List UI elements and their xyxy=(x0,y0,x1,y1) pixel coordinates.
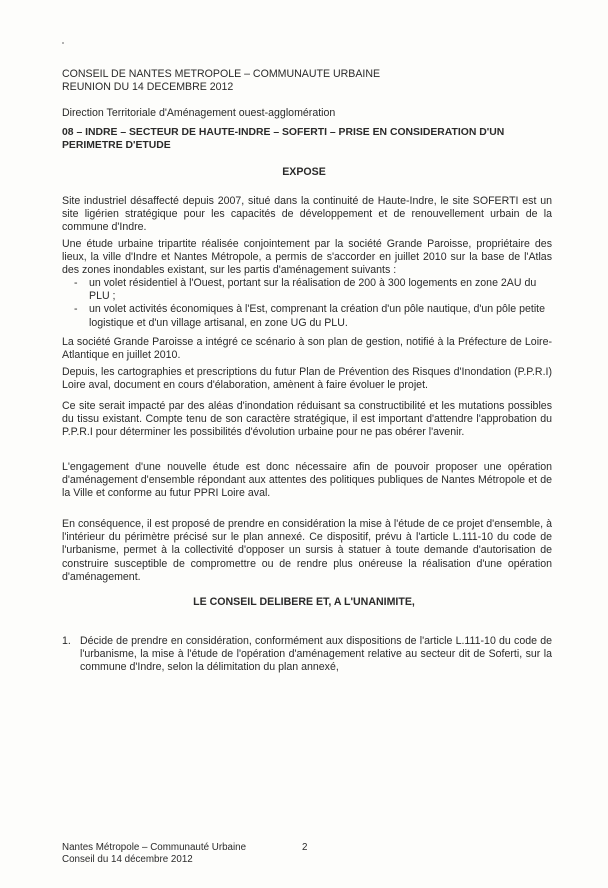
decision-item-number: 1. xyxy=(62,635,71,647)
paragraph-consequence: En conséquence, il est proposé de prendre en considération la mise à l'étude de ce projet d'ensemble, à l'intérieur du périmètre précisé sur le plan annexé. Ce dispositif, prévu à l'article L.111-10 du code de l'urbanisme, permet à la collectivité d'opposer un sursis à statuer à toute demande d'autorisation de construire susceptible de compromettre ou de rendre plus onéreuse la réalisation d'une opération d'aménagement. xyxy=(62,518,552,583)
decision-heading: LE CONSEIL DELIBERE ET, A L'UNANIMITE, xyxy=(193,596,415,608)
decision-item-text: Décide de prendre en considération, conformément aux dispositions de l'article L.111-10 du code de l'urbanisme, la mise à l'étude de l'opération d'aménagement relative au secteur dit de Soferti, sur la commune d'Indre, selon la délimitation du plan annexé, xyxy=(80,635,552,674)
decision-item xyxy=(62,635,552,675)
paragraph-flood-prevention: Depuis, les cartographies et prescriptions du futur Plan de Prévention des Risques d'Inondation (P.P.R.I) Loire aval, document en cours d'élaboration, amènent à faire évoluer le projet. xyxy=(62,366,552,392)
footer-council-date: Conseil du 14 décembre 2012 xyxy=(62,853,193,865)
bullet-text: un volet résidentiel à l'Ouest, portant sur la réalisation de 200 à 300 logements en zone 2AU du PLU ; xyxy=(89,277,537,303)
page-number: 2 xyxy=(302,842,308,853)
footer-organisation: Nantes Métropole – Communauté Urbaine xyxy=(62,842,247,853)
list-item xyxy=(62,303,552,329)
bullet-text: un volet activités économiques à l'Est, comprenant la création d'un pôle nautique, d'un pôle petite logistique et d'un village artisanal, en zone UG du PLU. xyxy=(89,303,546,329)
paragraph-new-study: L'engagement d'une nouvelle étude est donc nécessaire afin de pouvoir proposer une opération d'aménagement d'ensemble répondant aux attentes des politiques publiques de Nantes Métropole et de la Ville et conforme au futur PPRI Loire aval. xyxy=(62,461,552,500)
bullet-dash: - xyxy=(74,303,78,316)
bullet-dash: - xyxy=(74,277,78,289)
paragraph-flood-impact: Ce site serait impacté par des aléas d'inondation réduisant sa constructibilité et les mutations possibles du tissu existant. Compte tenu de son caractère stratégique, il est important d'attendre l'approbation du P.P.R.I pour déterminer les possibilités d'évolution urbaine pour ne pas obérer l'avenir. xyxy=(62,400,552,439)
deliberation-title: 08 – INDRE – SECTEUR DE HAUTE-INDRE – SOFERTI – PRISE EN CONSIDERATION D'UN PERIMETRE D'ETUDE xyxy=(62,127,505,152)
list-item xyxy=(62,277,552,303)
expose-heading: EXPOSE xyxy=(282,166,326,178)
development-options-list xyxy=(62,277,552,330)
document-header xyxy=(62,68,542,94)
paragraph-urban-study: Une étude urbaine tripartite réalisée conjointement par la société Grande Paroisse, propriétaire des lieux, la ville d'Indre et Nantes Métropole, a permis de s'accorder en juillet 2010 sur la base de l'Atlas des zones inondables existant, sur les partis d'aménagement suivants : xyxy=(62,238,552,277)
paragraph-management-plan: La société Grande Paroisse a intégré ce scénario à son plan de gestion, notifié à la Préfecture de Loire-Atlantique en juillet 2010. xyxy=(62,336,552,362)
scan-speck xyxy=(62,42,64,44)
paragraph-site-context: Site industriel désaffecté depuis 2007, situé dans la continuité de Haute-Indre, le site SOFERTI est un site ligérien stratégique pour les capacités de développement et de renouvellement urbain de la commune d'Indre. xyxy=(62,195,552,234)
page-footer xyxy=(62,842,282,865)
direction-line: Direction Territoriale d'Aménagement ouest-agglomération xyxy=(62,107,336,119)
header-meeting-date: REUNION DU 14 DECEMBRE 2012 xyxy=(62,81,234,94)
header-council-line: CONSEIL DE NANTES METROPOLE – COMMUNAUTE URBAINE xyxy=(62,68,381,80)
